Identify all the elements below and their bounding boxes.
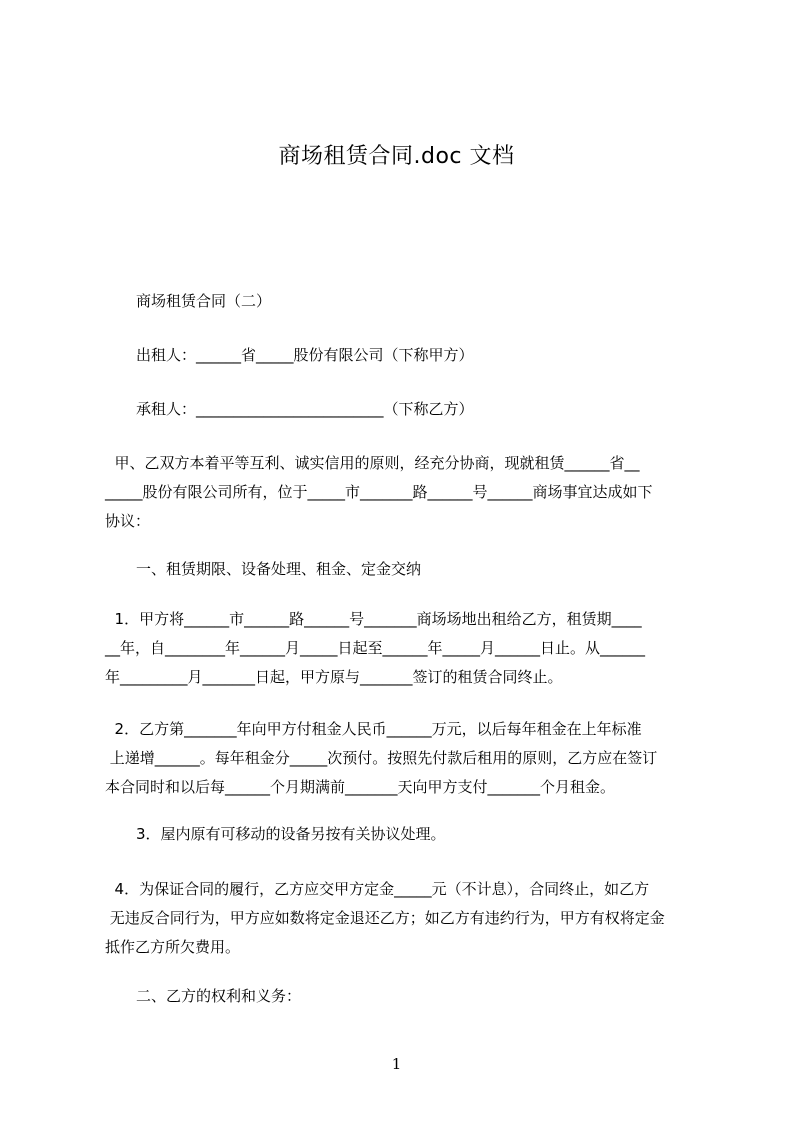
clause4-line: 4．为保证合同的履行，乙方应交甲方定金_____元（不计息），合同终止，如乙方: [105, 880, 650, 898]
clause4-line: 无违反合同行为，甲方应如数将定金退还乙方；如乙方有违约行为，甲方有权将定金: [105, 909, 665, 927]
clause1-line: 1．甲方将______市______路______号_______商场场地出租给乙方，租赁期____: [105, 610, 642, 628]
clause1-paragraph: [105, 605, 705, 692]
page-number: 1: [391, 1055, 402, 1073]
intro-line: 协议：: [105, 512, 151, 530]
clause2-paragraph: [105, 715, 705, 802]
intro-paragraph: [105, 449, 705, 536]
intro-line: _____股份有限公司所有，位于_____市_______路______号______商场事宜达成如下: [105, 483, 653, 501]
clause4-paragraph: [105, 875, 705, 962]
document-title: 商场租赁合同.doc 文档: [278, 144, 515, 169]
clause3-line: 3．屋内原有可移动的设备另按有关协议处理。: [136, 825, 446, 843]
clause1-line: __年，自________年______月_____日起至______年_____月______日止。从______: [105, 639, 646, 657]
section1-heading: 一、租赁期限、设备处理、租金、定金交纳: [136, 560, 422, 578]
clause1-line: 年_________月_______日起，甲方原与_______签订的租赁合同终止。: [105, 668, 563, 686]
clause2-line: 2．乙方第_______年向甲方付租金人民币______万元，以后每年租金在上年标准: [105, 720, 642, 738]
clause2-line: 本合同时和以后每______个月期满前_______天向甲方支付_______个月租金。: [105, 778, 616, 796]
intro-line: 甲、乙双方本着平等互利、诚实信用的原则，经充分协商，现就租赁______省__: [105, 454, 640, 472]
lessor-line: 出租人：______省_____股份有限公司（下称甲方）: [136, 346, 474, 364]
clause2-line: 上递增______。每年租金分_____次预付。按照先付款后租用的原则，乙方应在签订: [105, 749, 658, 767]
contract-subtitle: 商场租赁合同（二）: [136, 292, 272, 310]
clause4-line: 抵作乙方所欠费用。: [105, 938, 241, 956]
lessee-line: 承租人：_________________________（下称乙方）: [136, 400, 474, 418]
section2-heading: 二、乙方的权利和义务：: [136, 987, 302, 1005]
